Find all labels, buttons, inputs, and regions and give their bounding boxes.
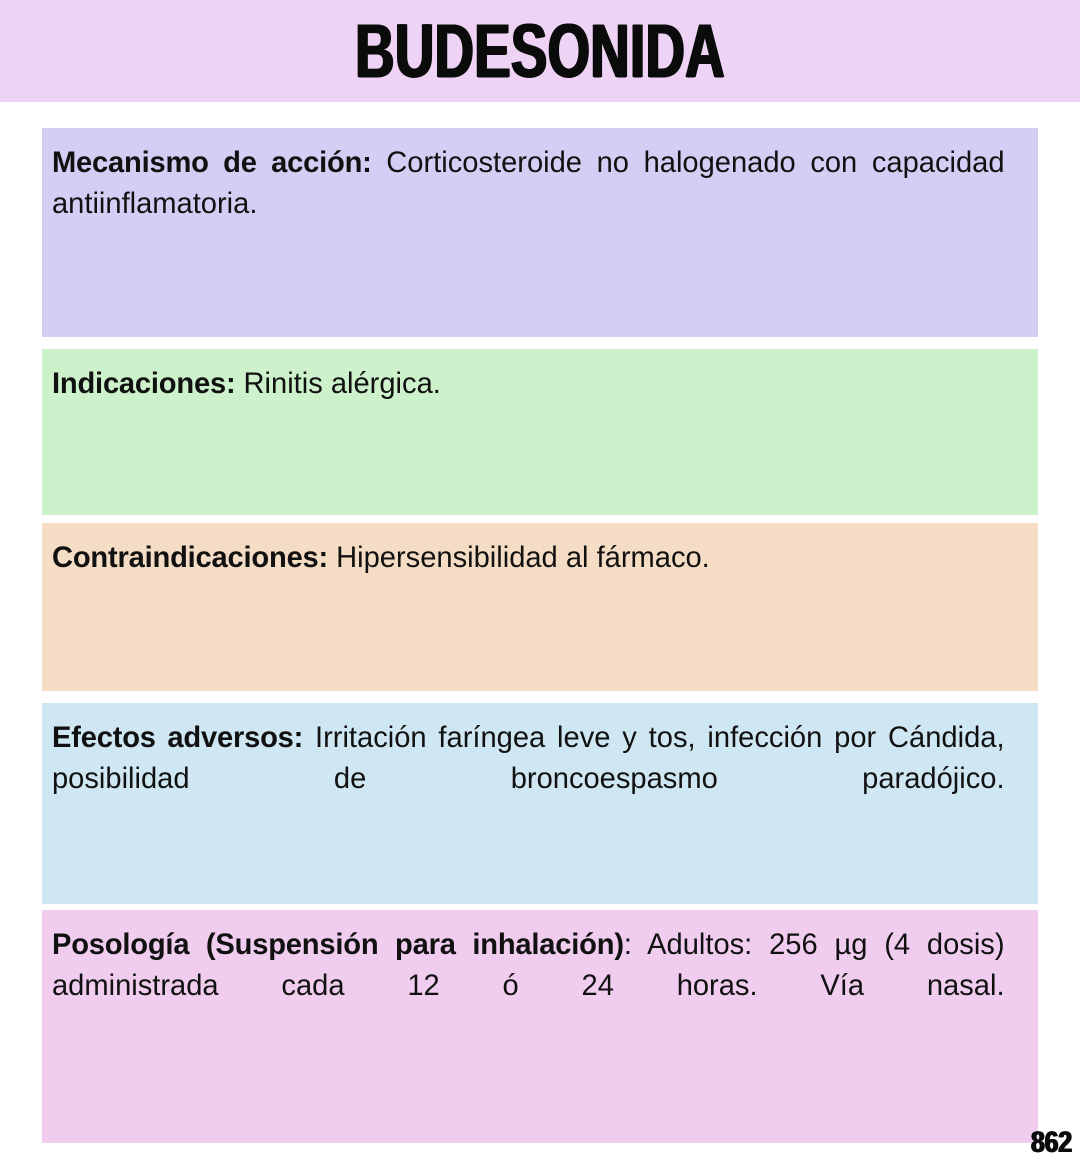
page-header-band	[0, 0, 1080, 102]
section-paragraph	[52, 363, 1005, 404]
section-mecanismo-de-accion	[42, 128, 1038, 337]
page-number: 862	[1030, 1126, 1072, 1159]
section-label-efectos-adversos: Efectos adversos:	[52, 721, 304, 754]
section-body-indicaciones: Rinitis alérgica.	[235, 367, 441, 400]
section-body-contraindicaciones: Hipersensibilidad al fármaco.	[328, 541, 710, 574]
section-paragraph	[52, 142, 1005, 266]
section-posologia	[42, 910, 1038, 1143]
section-body-efectos-adversos: Irritación faríngea leve y tos, infección por Cándida, posibilidad de broncoespasmo paradójico.	[52, 721, 1005, 796]
section-contraindicaciones	[42, 523, 1038, 691]
section-label-mecanismo: Mecanismo de acción:	[52, 146, 372, 179]
section-body-posologia: : Adultos: 256 µg (4 dosis) administrada cada 12 ó 24 horas. Vía nasal.	[52, 928, 1005, 1003]
section-label-contraindicaciones: Contraindicaciones:	[52, 541, 329, 574]
page-title: BUDESONIDA	[355, 8, 725, 94]
section-body-mecanismo: Corticosteroide no halogenado con capacidad antiinflamatoria.	[52, 146, 1005, 221]
section-paragraph	[52, 717, 1005, 841]
section-label-indicaciones: Indicaciones:	[52, 367, 236, 400]
section-indicaciones	[42, 349, 1038, 515]
section-efectos-adversos	[42, 703, 1038, 904]
section-paragraph	[52, 924, 1005, 1048]
section-label-posologia: Posología (Suspensión para inhalación)	[52, 928, 624, 961]
section-paragraph	[52, 537, 1005, 578]
